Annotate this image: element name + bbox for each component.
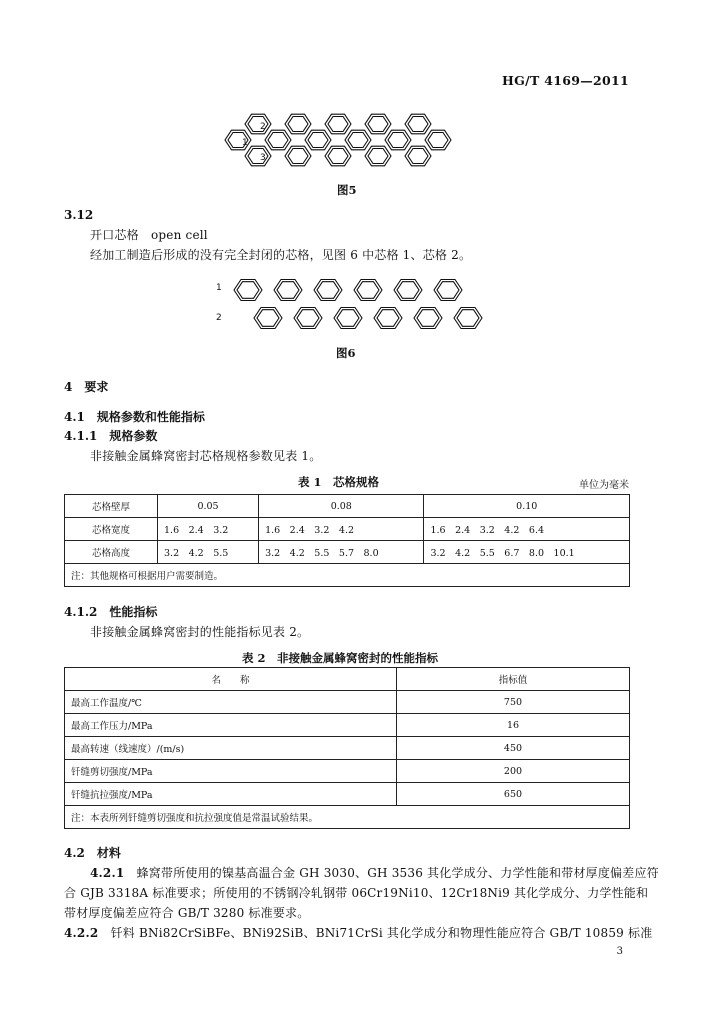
- table-cell: 200: [397, 760, 630, 783]
- honeycomb-cell: [454, 308, 482, 329]
- table-cell: 0.05: [158, 495, 259, 518]
- table-row: [65, 760, 630, 783]
- table-1-unit: 单位为毫米: [579, 480, 629, 491]
- table-cell: 650: [397, 783, 630, 806]
- table-row: [65, 518, 630, 541]
- section-4-2-1-text: 蜂窝带所使用的镍基高温合金 GH 3030、GH 3536 其化学成分、力学性能和带材厚度偏差应符: [136, 866, 659, 880]
- honeycomb-cell: [345, 130, 371, 150]
- table-cell: 3.2 4.2 5.5: [158, 541, 259, 564]
- honeycomb-cell: [268, 133, 288, 148]
- honeycomb-cell: [288, 149, 308, 164]
- honeycomb-cell: [277, 282, 299, 299]
- table-row: [65, 691, 630, 714]
- figure-6-honeycomb: [212, 270, 488, 338]
- honeycomb-cell: [328, 149, 348, 164]
- honeycomb-cell: [377, 310, 399, 327]
- honeycomb-cell: [368, 149, 388, 164]
- honeycomb-cell: [297, 310, 319, 327]
- section-3-12-definition: 经加工制造后形成的没有完全封闭的芯格，见图 6 中芯格 1、芯格 2。: [90, 248, 472, 262]
- honeycomb-cell: [385, 130, 411, 150]
- section-4-title: 4 要求: [64, 380, 109, 394]
- honeycomb-cell: [317, 282, 339, 299]
- honeycomb-cell: [325, 146, 351, 166]
- honeycomb-cell: [265, 130, 291, 150]
- honeycomb-cell: [437, 282, 459, 299]
- honeycomb-cell: [254, 308, 282, 329]
- honeycomb-cell: [417, 310, 439, 327]
- section-4-2-2-text: 钎料 BNi82CrSiBFe、BNi92SiB、BNi71CrSi 其化学成分和物理性能应符合 GB/T 10859 标准: [110, 926, 653, 940]
- table-cell: 0.08: [259, 495, 424, 518]
- table-cell: 1.6 2.4 3.2 4.2 6.4: [424, 518, 630, 541]
- section-4-1-1-title: 4.1.1 规格参数: [64, 429, 158, 443]
- table-row: [65, 714, 630, 737]
- table-row: [65, 541, 630, 564]
- figure-6-label-1: 1: [216, 283, 222, 293]
- honeycomb-cell: [368, 117, 388, 132]
- figure-6-label-2: 2: [216, 313, 222, 323]
- table-cell: 0.10: [424, 495, 630, 518]
- honeycomb-cell: [428, 133, 448, 148]
- honeycomb-cell: [388, 133, 408, 148]
- table-row: [65, 783, 630, 806]
- section-4-1-title: 4.1 规格参数和性能指标: [64, 410, 205, 424]
- section-4-2-1-line-1: [90, 864, 659, 881]
- table-cell: 芯格壁厚: [65, 495, 158, 518]
- figure-5-caption: 图5: [337, 183, 357, 197]
- honeycomb-cell: [354, 280, 382, 301]
- figure-5-honeycomb: [216, 104, 476, 176]
- table-cell: 最高工作压力/MPa: [65, 714, 397, 737]
- honeycomb-cell: [274, 280, 302, 301]
- honeycomb-cell: [288, 117, 308, 132]
- honeycomb-cell: [434, 280, 462, 301]
- table-2: [64, 667, 630, 829]
- figure-5-label-2: 2: [260, 122, 266, 132]
- table-1-note: 注：其他规格可根据用户需要制造。: [65, 564, 630, 587]
- honeycomb-cell: [414, 308, 442, 329]
- honeycomb-cell: [305, 130, 331, 150]
- honeycomb-cell: [405, 146, 431, 166]
- table-header-cell: 名 称: [65, 668, 397, 691]
- honeycomb-cell: [245, 114, 271, 134]
- honeycomb-cell: [405, 114, 431, 134]
- honeycomb-cell: [348, 133, 368, 148]
- honeycomb-cell: [394, 280, 422, 301]
- honeycomb-cell: [257, 310, 279, 327]
- table-row: [65, 495, 630, 518]
- table-cell: 芯格高度: [65, 541, 158, 564]
- table-cell: 1.6 2.4 3.2: [158, 518, 259, 541]
- honeycomb-cell: [245, 146, 271, 166]
- page-number: 3: [616, 946, 623, 957]
- section-4-2-1-line-2: 合 GJB 3318A 标准要求；所使用的不锈钢冷轧钢带 06Cr19Ni10、12Cr18Ni9 其化学成分、力学性能和: [64, 886, 649, 900]
- honeycomb-cell: [374, 308, 402, 329]
- table-cell: 1.6 2.4 3.2 4.2: [259, 518, 424, 541]
- honeycomb-cell: [314, 280, 342, 301]
- honeycomb-cell: [308, 133, 328, 148]
- table-cell: 3.2 4.2 5.5 5.7 8.0: [259, 541, 424, 564]
- figure-5-label-1: 1: [242, 138, 248, 148]
- section-4-1-2-title: 4.1.2 性能指标: [64, 605, 158, 619]
- table-header-cell: 指标值: [397, 668, 630, 691]
- honeycomb-cell: [408, 117, 428, 132]
- table-cell: 3.2 4.2 5.5 6.7 8.0 10.1: [424, 541, 630, 564]
- section-3-12-term: 开口芯格 open cell: [90, 228, 208, 242]
- honeycomb-cell: [365, 114, 391, 134]
- section-3-12-number: 3.12: [64, 208, 94, 222]
- table-cell: 最高转速（线速度）/(m/s): [65, 737, 397, 760]
- table-2-note: 注：本表所列钎缝剪切强度和抗拉强度值是常温试验结果。: [65, 806, 630, 829]
- honeycomb-cell: [334, 308, 362, 329]
- table-1-caption: 表 1 芯格规格: [298, 475, 380, 489]
- honeycomb-cell: [237, 282, 259, 299]
- honeycomb-cell: [425, 130, 451, 150]
- honeycomb-cell: [234, 280, 262, 301]
- honeycomb-cell: [285, 146, 311, 166]
- honeycomb-cell: [397, 282, 419, 299]
- honeycomb-cell: [285, 114, 311, 134]
- honeycomb-cell: [294, 308, 322, 329]
- table-cell: 450: [397, 737, 630, 760]
- table-cell: 芯格宽度: [65, 518, 158, 541]
- honeycomb-cell: [337, 310, 359, 327]
- section-4-2-2-number: 4.2.2: [64, 926, 99, 940]
- honeycomb-cell: [408, 149, 428, 164]
- honeycomb-cell: [325, 114, 351, 134]
- table-cell: 钎缝剪切强度/MPa: [65, 760, 397, 783]
- figure-5-label-3: 3: [260, 153, 266, 163]
- table-cell: 最高工作温度/℃: [65, 691, 397, 714]
- section-4-2-1-line-3: 带材厚度偏差应符合 GB/T 3280 标准要求。: [64, 906, 310, 920]
- honeycomb-cell: [328, 117, 348, 132]
- table-cell: 16: [397, 714, 630, 737]
- honeycomb-cell: [365, 146, 391, 166]
- table-cell: 750: [397, 691, 630, 714]
- section-4-1-1-text: 非接触金属蜂窝密封芯格规格参数见表 1。: [90, 449, 322, 463]
- table-cell: 钎缝抗拉强度/MPa: [65, 783, 397, 806]
- table-1: [64, 494, 630, 587]
- honeycomb-cell: [457, 310, 479, 327]
- table-row: [65, 668, 630, 691]
- section-4-2-title: 4.2 材料: [64, 846, 121, 860]
- section-4-1-2-text: 非接触金属蜂窝密封的性能指标见表 2。: [90, 625, 310, 639]
- standard-number: HG/T 4169—2011: [502, 73, 629, 88]
- section-4-2-1-number: 4.2.1: [90, 866, 125, 880]
- figure-6-caption: 图6: [336, 346, 356, 360]
- table-row: [65, 564, 630, 587]
- table-2-caption: 表 2 非接触金属蜂窝密封的性能指标: [242, 651, 439, 665]
- section-4-2-2-line-1: [64, 924, 652, 941]
- honeycomb-cell: [357, 282, 379, 299]
- table-row: [65, 806, 630, 829]
- table-row: [65, 737, 630, 760]
